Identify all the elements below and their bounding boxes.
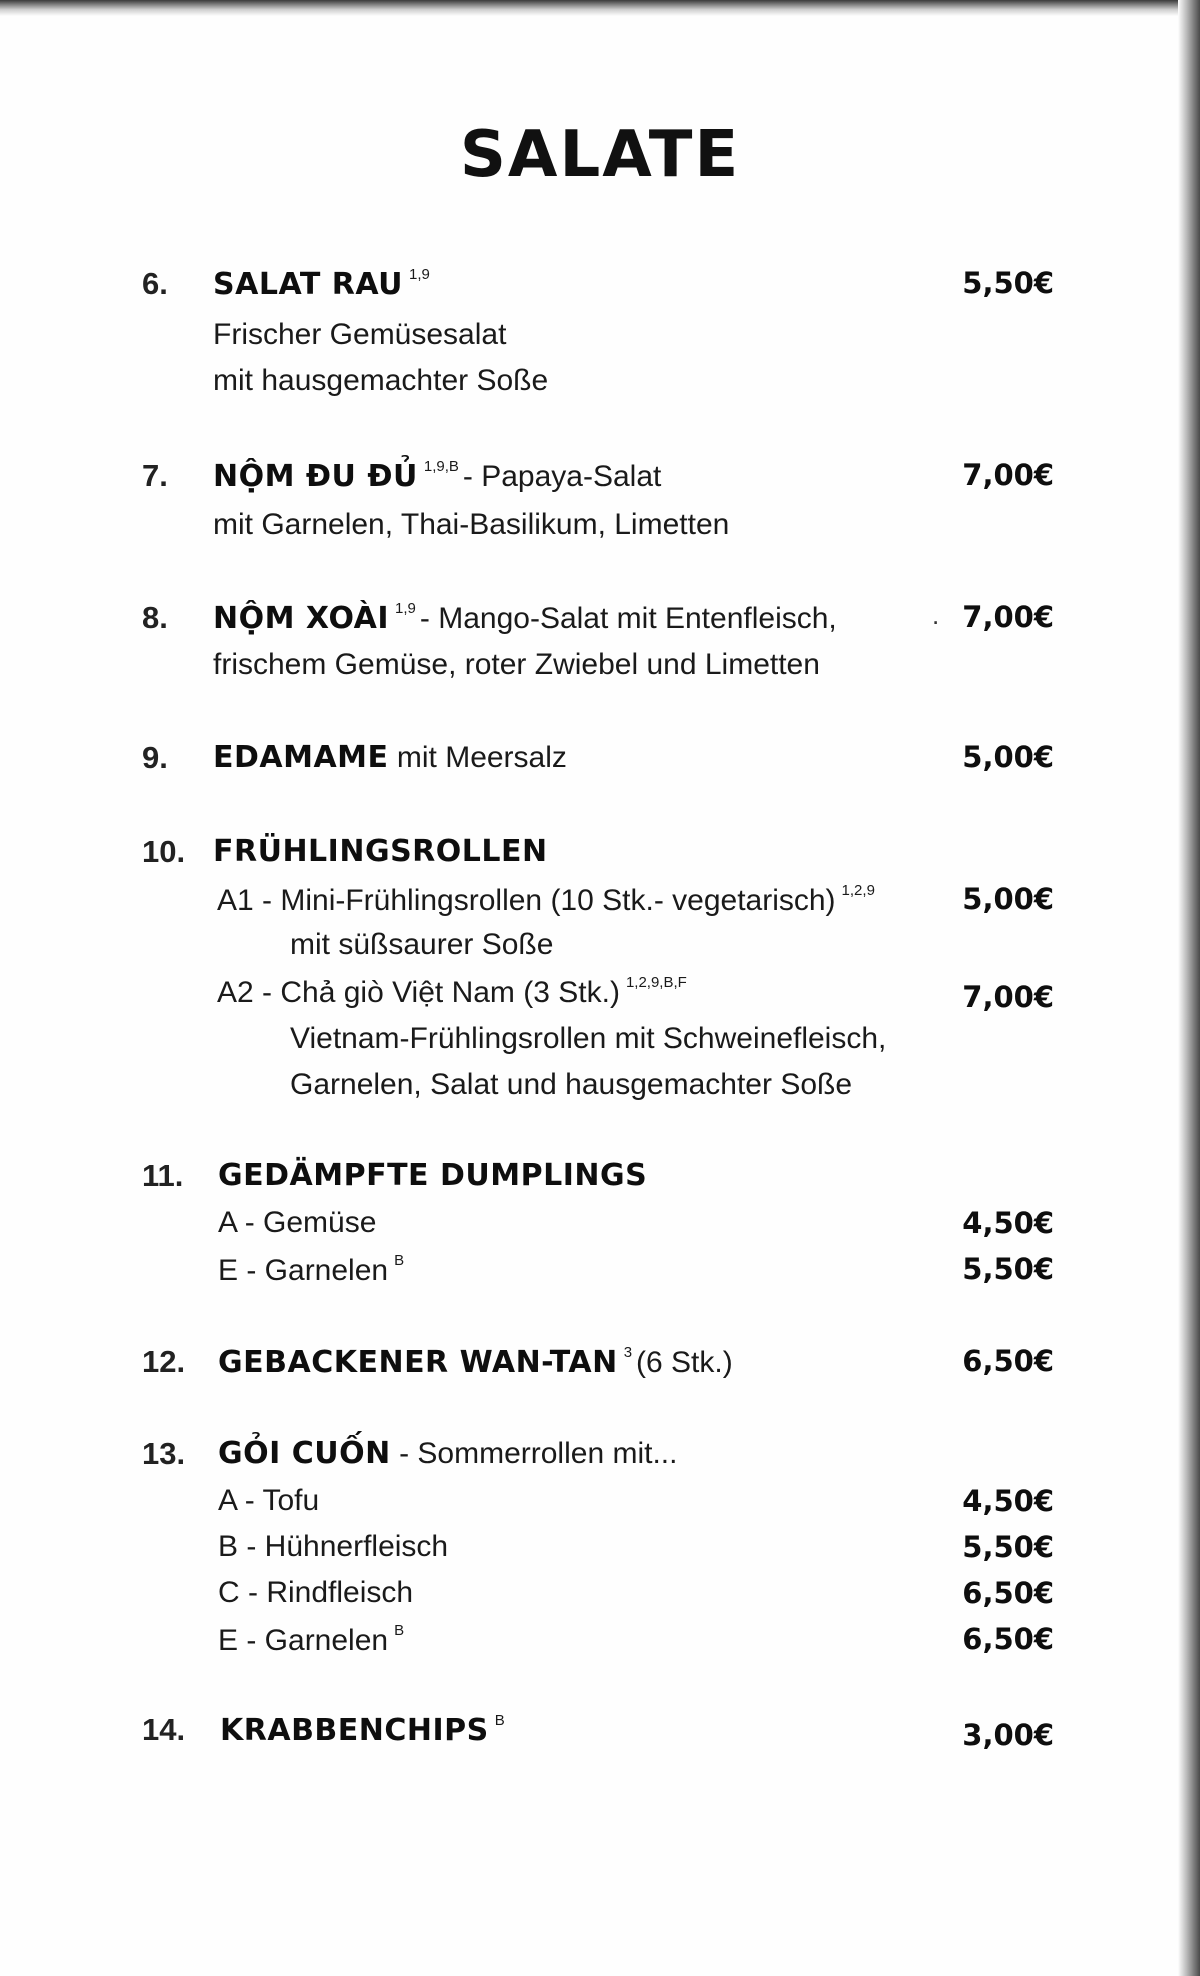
item-description: mit hausgemachter Soße <box>213 364 549 397</box>
item-number: 10. <box>142 834 186 869</box>
item-subtitle: - Papaya-Salat <box>462 460 662 493</box>
allergen-codes: 1,2,9 <box>841 882 875 899</box>
item-number: 13. <box>142 1436 186 1471</box>
sub-item-label: A2 - Chả giò Việt Nam (3 Stk.) <box>217 976 620 1009</box>
allergen-codes: B <box>394 1252 405 1269</box>
page-top-edge <box>0 0 1200 16</box>
item-price: 7,00€ <box>962 458 1054 492</box>
item-name: FRÜHLINGSROLLEN <box>213 834 548 869</box>
allergen-codes: B <box>494 1712 505 1729</box>
item-subtitle: mit Meersalz <box>396 741 567 774</box>
item-name: NỘM XOÀI <box>213 601 390 636</box>
item-name: EDAMAME <box>213 740 389 775</box>
item-description: mit Garnelen, Thai-Basilikum, Limetten <box>213 508 730 541</box>
allergen-codes: 1,9,B <box>423 458 459 475</box>
sub-item-a1 <box>0 882 1200 928</box>
sub-item <box>0 1622 1200 1668</box>
item-price: 6,50€ <box>962 1622 1054 1656</box>
item-description: mit süßsaurer Soße <box>290 928 554 961</box>
sub-item <box>0 1530 1200 1576</box>
item-price: 4,50€ <box>962 1206 1054 1240</box>
item-number: 7. <box>142 458 168 493</box>
sub-item-label: A - Gemüse <box>218 1206 377 1239</box>
item-price: 5,50€ <box>962 1530 1054 1564</box>
sub-item-label: E - Garnelen <box>218 1624 389 1657</box>
item-number: 12. <box>142 1344 186 1379</box>
sub-item-label: A - Tofu <box>218 1484 320 1517</box>
item-number: 11. <box>142 1158 184 1193</box>
sub-item-label: A1 - Mini-Frühlingsrollen (10 Stk.- vegetarisch) <box>217 884 836 917</box>
item-price: 7,00€ <box>962 980 1054 1014</box>
item-price: 4,50€ <box>962 1484 1054 1518</box>
sub-item-label: B - Hühnerfleisch <box>218 1530 449 1563</box>
item-number: 14. <box>142 1712 186 1747</box>
item-price: 5,50€ <box>962 266 1054 300</box>
menu-title: SALATE <box>459 118 741 192</box>
item-name: GEBACKENER WAN-TAN <box>218 1345 618 1380</box>
item-name: KRABBENCHIPS <box>220 1713 489 1748</box>
item-price: 6,50€ <box>962 1344 1054 1378</box>
item-subtitle: (6 Stk.) <box>636 1346 733 1379</box>
allergen-codes: B <box>394 1622 405 1639</box>
item-description: frischem Gemüse, roter Zwiebel und Limetten <box>213 648 820 681</box>
item-description: Frischer Gemüsesalat <box>213 318 507 351</box>
sub-item <box>0 1206 1200 1252</box>
item-name: GEDÄMPFTE DUMPLINGS <box>218 1158 648 1193</box>
sub-item-a2 <box>0 974 1200 1020</box>
item-price: 3,00€ <box>962 1718 1054 1752</box>
item-number: 6. <box>142 266 168 301</box>
item-name: NỘM ĐU ĐỦ <box>213 459 418 494</box>
sub-item-label: C - Rindfleisch <box>218 1576 414 1609</box>
allergen-codes: 1,2,9,B,F <box>625 974 687 991</box>
item-price: 5,00€ <box>962 882 1054 916</box>
allergen-codes: 1,9 <box>395 600 416 617</box>
sub-item-label: E - Garnelen <box>218 1254 389 1287</box>
item-name: GỎI CUỐN <box>218 1436 391 1471</box>
item-subtitle: - Sommerrollen mit... <box>399 1437 678 1470</box>
allergen-codes: 3 <box>623 1344 633 1361</box>
sub-item <box>0 1576 1200 1622</box>
item-name: SALAT RAU <box>213 267 403 302</box>
sub-item <box>0 1484 1200 1530</box>
item-description: Garnelen, Salat und hausgemachter Soße <box>290 1068 853 1101</box>
item-number: 9. <box>142 740 168 775</box>
sub-item <box>0 1252 1200 1298</box>
allergen-codes: 1,9 <box>409 266 430 283</box>
item-subtitle: - Mango-Salat mit Entenfleisch, <box>419 602 837 635</box>
item-number: 8. <box>142 600 168 635</box>
stray-dot: . <box>932 600 940 630</box>
item-price: 6,50€ <box>962 1576 1054 1610</box>
item-price: 5,50€ <box>962 1252 1054 1286</box>
item-description: Vietnam-Frühlingsrollen mit Schweinefleisch, <box>290 1022 887 1055</box>
item-price: 5,00€ <box>962 740 1054 774</box>
item-price: 7,00€ <box>962 600 1054 634</box>
